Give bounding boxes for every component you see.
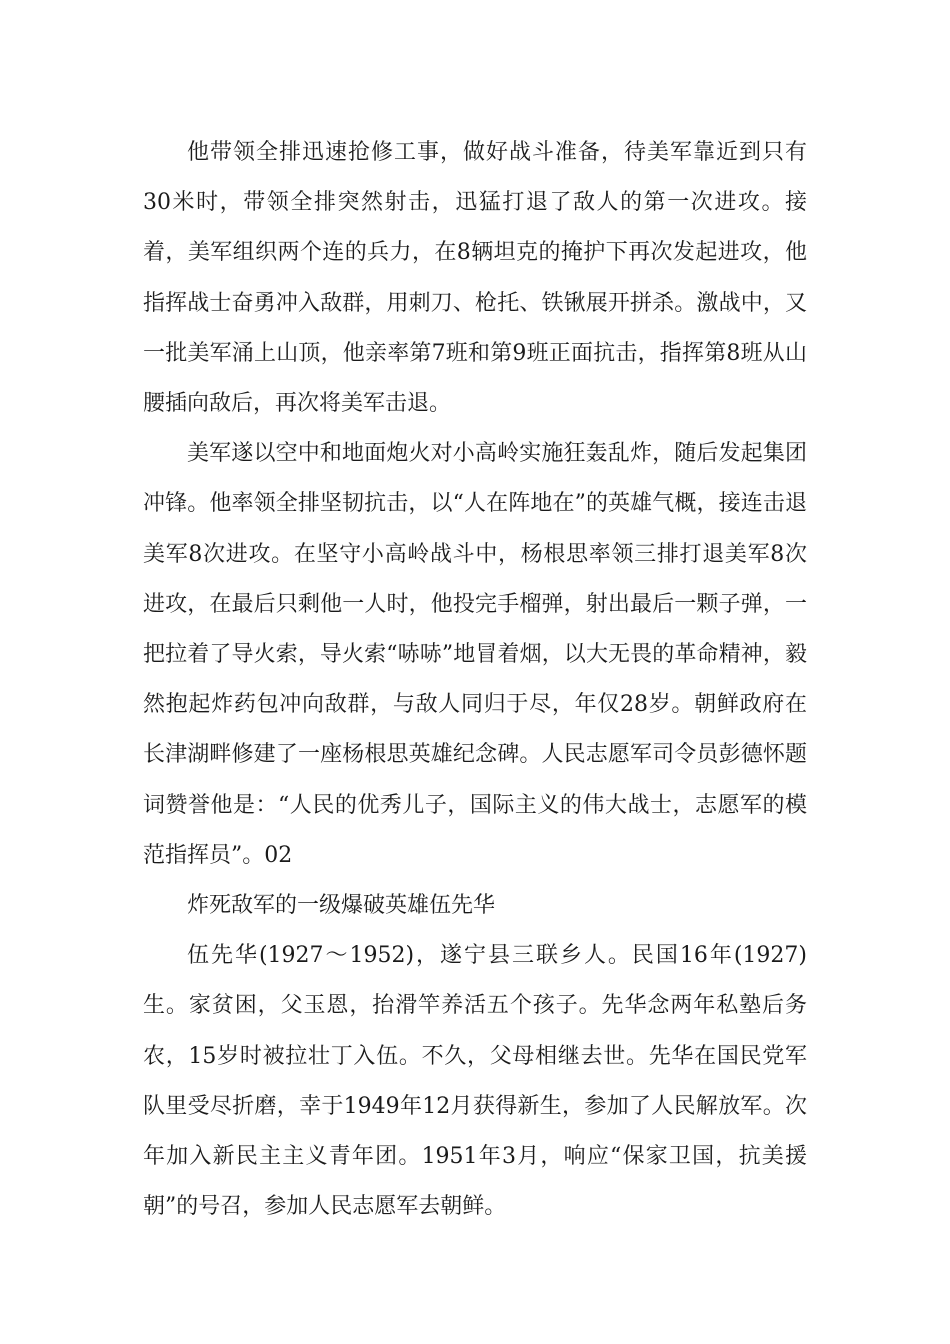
- section-heading-wu-xianhua: 炸死敌军的一级爆破英雄伍先华: [187, 893, 496, 919]
- document-body: [143, 128, 807, 1232]
- paragraph-yang-gensi-battle: 他带领全排迅速抢修工事，做好战斗准备，待美军靠近到只有30米时，带领全排突然射击，迅猛打退了敌人的第一次进攻。接着，美军组织两个连的兵力，在8辆坦克的掩护下再次发起进攻，他指挥战士奋勇冲入敌群，用刺刀、枪托、铁锹展开拼杀。激战中，又一批美军涌上山顶，他亲率第7班和第9班正面抗击，指挥第8班从山腰插向敌后，再次将美军击退。: [143, 140, 807, 417]
- paragraph-wu-xianhua-bio: 伍先华(1927～1952)，遂宁县三联乡人。民国16年(1927)生。家贫困，父玉恩，抬滑竿养活五个孩子。先华念两年私塾后务农，15岁时被拉壮丁入伍。不久，父母相继去世。先华在国民党军队里受尽折磨，幸于1949年12月获得新生，参加了人民解放军。次年加入新民主主义青年团。1951年3月，响应“保家卫国，抗美援朝”的号召，参加人民志愿军去朝鲜。: [143, 943, 807, 1220]
- paragraph-xiaogaoling-defense: 美军遂以空中和地面炮火对小高岭实施狂轰乱炸，随后发起集团冲锋。他率领全排坚韧抗击，以“人在阵地在”的英雄气概，接连击退美军8次进攻。在坚守小高岭战斗中，杨根思率领三排打退美军8次进攻，在最后只剩他一人时，他投完手榴弹，射出最后一颗子弹，一把拉着了导火索，导火索“哧哧”地冒着烟，以大无畏的革命精神，毅然抱起炸药包冲向敌群，与敌人同归于尽，年仅28岁。朝鲜政府在长津湖畔修建了一座杨根思英雄纪念碑。人民志愿军司令员彭德怀题词赞誉他是：“人民的优秀儿子，国际主义的伟大战士，志愿军的模范指挥员”。02: [143, 441, 807, 868]
